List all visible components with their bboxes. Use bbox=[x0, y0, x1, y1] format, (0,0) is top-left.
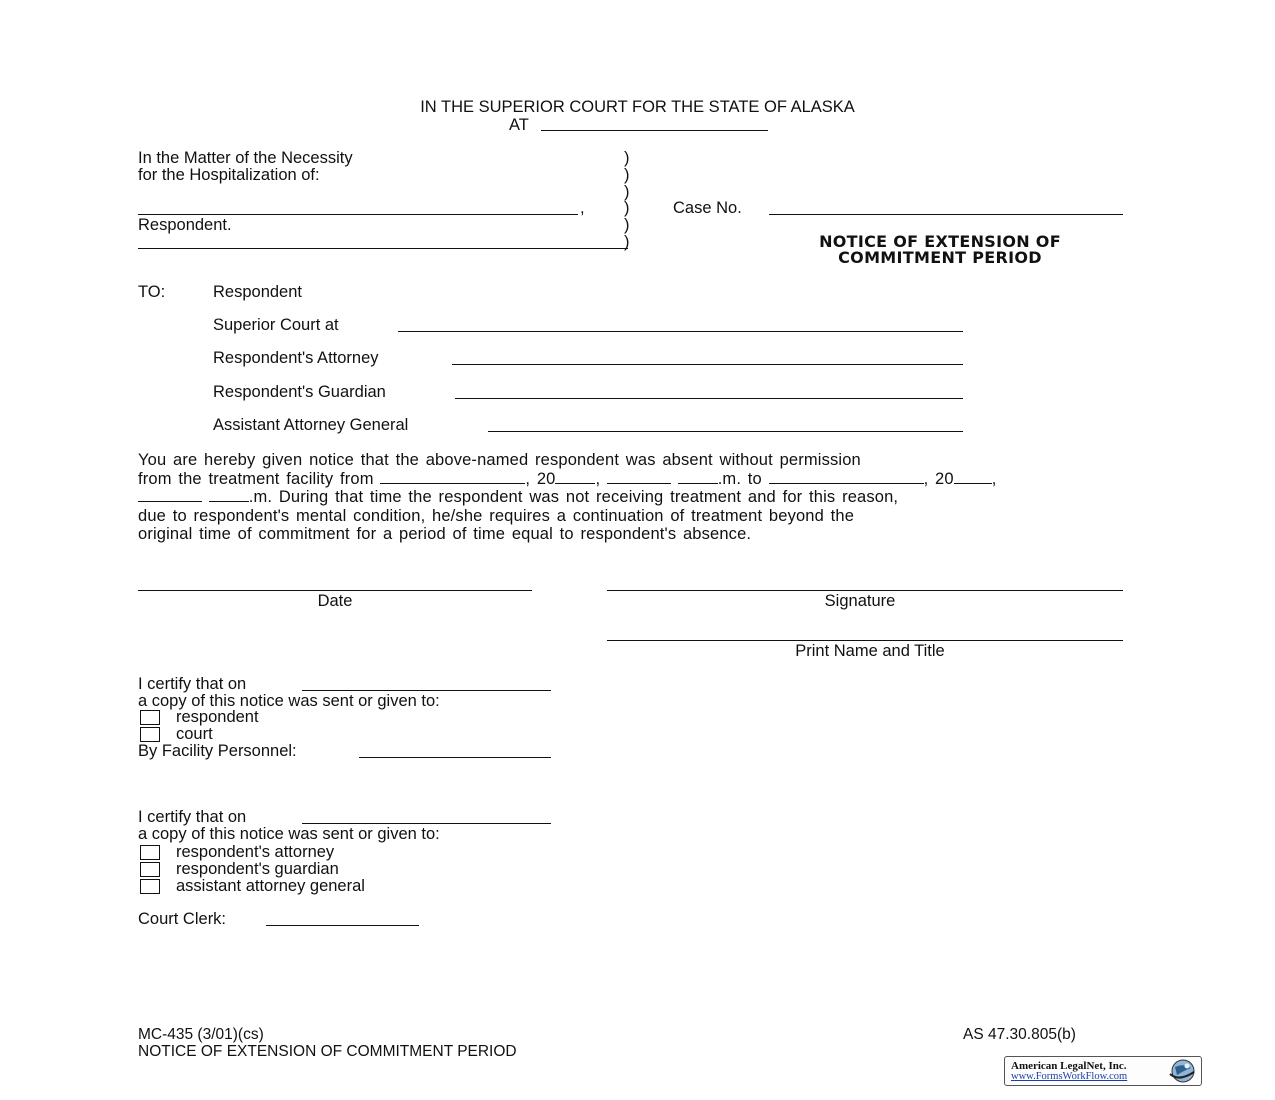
at-label: AT bbox=[509, 116, 529, 134]
superior-court-field[interactable] bbox=[398, 331, 963, 332]
statute-reference: AS 47.30.805(b) bbox=[963, 1026, 1076, 1043]
matter-line-2: for the Hospitalization of: bbox=[138, 166, 320, 184]
caption-paren: ) bbox=[624, 149, 630, 167]
to-time-field[interactable] bbox=[138, 489, 202, 502]
to-year-field[interactable] bbox=[954, 471, 992, 484]
option-respondents-attorney: respondent's attorney bbox=[176, 843, 335, 861]
certify-1-date-field[interactable] bbox=[302, 690, 551, 691]
print-name-label: Print Name and Title bbox=[795, 642, 945, 660]
respondent-name-field[interactable] bbox=[138, 214, 578, 215]
caption-paren: ) bbox=[624, 183, 630, 201]
notice-line-3: .m. During that time the respondent was not receiving treatment and for this reason, bbox=[138, 488, 1137, 507]
caption-paren: ) bbox=[624, 216, 630, 234]
form-title: NOTICE OF EXTENSION OF COMMITMENT PERIOD bbox=[138, 1043, 517, 1060]
certify-1-copy: a copy of this notice was sent or given to: bbox=[138, 692, 440, 710]
date-label: Date bbox=[317, 592, 353, 610]
caption-bottom-rule bbox=[138, 248, 628, 249]
to-date-field[interactable] bbox=[769, 471, 924, 484]
caption-comma: , bbox=[580, 199, 585, 217]
form-id: MC-435 (3/01)(cs) bbox=[138, 1026, 264, 1043]
notice-paragraph bbox=[138, 451, 1137, 544]
certify-2-label: I certify that on bbox=[138, 808, 247, 826]
recipient-attorney: Respondent's Attorney bbox=[213, 349, 379, 367]
checkbox-court[interactable] bbox=[140, 727, 160, 742]
print-name-line[interactable] bbox=[607, 640, 1123, 641]
aag-field[interactable] bbox=[488, 431, 963, 432]
certify-2-copy: a copy of this notice was sent or given to: bbox=[138, 825, 440, 843]
checkbox-respondents-attorney[interactable] bbox=[140, 845, 160, 860]
notice-line-2: from the treatment facility from , 20 , .m. to , 20 , bbox=[138, 469, 997, 488]
document-title-line-1: NOTICE OF EXTENSION OF bbox=[819, 232, 1061, 251]
notice-line-5: original time of commitment for a period of time equal to respondent's absence. bbox=[138, 525, 752, 543]
document-title-line-2: COMMITMENT PERIOD bbox=[838, 248, 1042, 267]
option-court: court bbox=[176, 725, 213, 743]
recipient-guardian: Respondent's Guardian bbox=[213, 383, 386, 401]
option-assistant-attorney-general: assistant attorney general bbox=[176, 877, 365, 895]
attorney-field[interactable] bbox=[452, 364, 963, 365]
respondent-label: Respondent. bbox=[138, 216, 232, 234]
case-number-label: Case No. bbox=[673, 199, 742, 217]
facility-personnel-label: By Facility Personnel: bbox=[138, 742, 297, 760]
checkbox-respondents-guardian[interactable] bbox=[140, 862, 160, 877]
from-year-field[interactable] bbox=[555, 471, 595, 484]
guardian-field[interactable] bbox=[455, 398, 963, 399]
recipient-superior-court: Superior Court at bbox=[213, 316, 339, 334]
facility-personnel-field[interactable] bbox=[359, 757, 551, 758]
signature-label: Signature bbox=[824, 592, 896, 610]
from-date-field[interactable] bbox=[380, 471, 525, 484]
case-number-field[interactable] bbox=[769, 214, 1123, 215]
from-time-field[interactable] bbox=[607, 471, 671, 484]
from-ampm-field[interactable] bbox=[678, 471, 718, 484]
certify-2-date-field[interactable] bbox=[302, 823, 551, 824]
at-location-field[interactable] bbox=[541, 130, 768, 131]
notice-line-1: You are hereby given notice that the above-named respondent was absent without permission bbox=[138, 451, 861, 469]
court-heading: IN THE SUPERIOR COURT FOR THE STATE OF ALASKA bbox=[420, 98, 855, 116]
signature-line[interactable] bbox=[607, 590, 1123, 591]
to-ampm-field[interactable] bbox=[209, 489, 249, 502]
option-respondent: respondent bbox=[176, 708, 259, 726]
date-signature-line[interactable] bbox=[138, 590, 532, 591]
option-respondents-guardian: respondent's guardian bbox=[176, 860, 339, 878]
checkbox-assistant-attorney-general[interactable] bbox=[140, 879, 160, 894]
to-label: TO: bbox=[138, 283, 166, 301]
american-legalnet-logo[interactable] bbox=[1004, 1056, 1202, 1086]
checkbox-respondent[interactable] bbox=[140, 710, 160, 725]
recipient-respondent: Respondent bbox=[213, 283, 302, 301]
court-clerk-field[interactable] bbox=[266, 925, 419, 926]
logo-url-link[interactable]: www.FormsWorkFlow.com bbox=[1011, 1071, 1128, 1082]
caption-paren: ) bbox=[624, 233, 630, 251]
recipient-aag: Assistant Attorney General bbox=[213, 416, 409, 434]
caption-paren: ) bbox=[624, 166, 630, 184]
notice-line-4: due to respondent's mental condition, he/she requires a continuation of treatment beyond the bbox=[138, 506, 855, 525]
caption-paren: ) bbox=[624, 199, 630, 217]
court-clerk-label: Court Clerk: bbox=[138, 910, 227, 928]
certify-1-label: I certify that on bbox=[138, 675, 247, 693]
logo-company-name: American LegalNet, Inc. bbox=[1011, 1060, 1127, 1072]
globe-icon bbox=[1167, 1058, 1197, 1084]
matter-line-1: In the Matter of the Necessity bbox=[138, 149, 353, 167]
